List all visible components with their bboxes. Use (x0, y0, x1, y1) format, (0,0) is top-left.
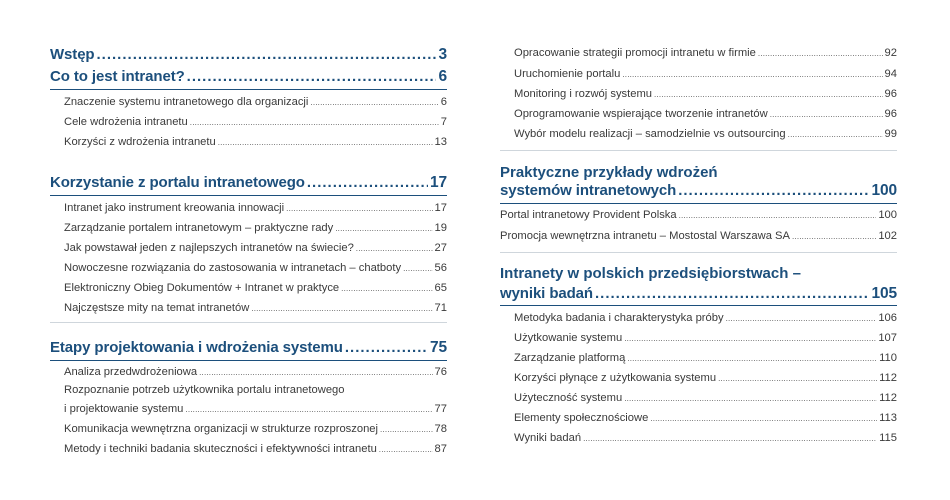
toc-entry[interactable] (500, 128, 897, 140)
section-divider (50, 195, 447, 196)
toc-entry[interactable] (500, 47, 897, 59)
leader-dots (650, 414, 877, 423)
leader-dots (185, 405, 432, 414)
toc-heading-usage[interactable] (50, 174, 447, 192)
leader-dots (788, 130, 883, 139)
toc-entry-page: 92 (884, 47, 897, 59)
toc-entry-label: Intranet jako instrument kreowania innowacji (64, 202, 285, 214)
toc-entry-page: 78 (434, 423, 447, 435)
section-divider (50, 360, 447, 361)
toc-entry[interactable] (500, 230, 897, 242)
toc-entry[interactable] (500, 108, 897, 120)
leader-dots (678, 182, 869, 199)
leader-dots (770, 110, 883, 119)
toc-entry[interactable] (500, 412, 897, 424)
toc-entry[interactable] (50, 116, 447, 128)
leader-dots (341, 284, 432, 293)
toc-entry-page: 96 (884, 108, 897, 120)
section-divider (500, 203, 897, 204)
toc-heading-title: systemów intranetowych (500, 182, 677, 199)
section-end-divider (500, 150, 897, 151)
leader-dots (654, 90, 883, 99)
toc-page-number: 17 (429, 174, 447, 191)
toc-heading-survey[interactable] (500, 285, 897, 303)
section-end-divider (500, 252, 897, 253)
toc-entry-label: Użytkowanie systemu (514, 332, 623, 344)
toc-entry-page: 107 (878, 332, 897, 344)
section-divider (50, 89, 447, 90)
toc-entry[interactable] (50, 366, 447, 378)
toc-entry-page: 13 (434, 136, 447, 148)
leader-dots (218, 138, 433, 147)
toc-page-number: 105 (871, 285, 897, 302)
toc-page-number: 75 (429, 339, 447, 356)
toc-entry-label: Analiza przedwdrożeniowa (64, 366, 198, 378)
toc-entry[interactable] (50, 96, 447, 108)
toc-entry-label: Metodyka badania i charakterystyka próby (514, 312, 724, 324)
toc-entry[interactable] (50, 202, 447, 214)
toc-entry-label: Portal intranetowy Provident Polska (500, 209, 677, 221)
toc-entry-label: Korzyści płynące z użytkowania systemu (514, 372, 717, 384)
toc-entry-label: i projektowanie systemu (64, 403, 184, 415)
leader-dots (199, 368, 432, 377)
toc-entry-label: Korzyści z wdrożenia intranetu (64, 136, 216, 148)
toc-entry-page: 6 (440, 96, 447, 108)
toc-entry-label: Elektroniczny Obieg Dokumentów + Intranet w praktyce (64, 282, 340, 294)
toc-entry[interactable] (50, 222, 447, 234)
toc-entry[interactable] (50, 262, 447, 274)
toc-entry[interactable] (500, 68, 897, 80)
toc-entry[interactable] (50, 423, 447, 435)
toc-entry-page: 7 (440, 116, 447, 128)
toc-heading-stages[interactable] (50, 339, 447, 357)
toc-entry-label: Znaczenie systemu intranetowego dla organizacji (64, 96, 309, 108)
toc-entry[interactable] (500, 312, 897, 324)
leader-dots (286, 204, 432, 213)
leader-dots (190, 118, 439, 127)
toc-entry-label: Cele wdrożenia intranetu (64, 116, 188, 128)
toc-entry-label: Najczęstsze mity na temat intranetów (64, 302, 250, 314)
toc-entry-label: Metody i techniki badania skuteczności i efektywności intranetu (64, 443, 377, 455)
toc-entry-page: 17 (434, 202, 447, 214)
toc-entry[interactable] (50, 136, 447, 148)
toc-entry[interactable] (500, 88, 897, 100)
leader-dots (356, 244, 433, 253)
toc-entry-page: 65 (434, 282, 447, 294)
toc-entry-label: Zarządzanie platformą (514, 352, 626, 364)
toc-entry-label: Zarządzanie portalem intranetowym – praktyczne rady (64, 222, 334, 234)
toc-entry-page: 87 (434, 443, 447, 455)
toc-entry-page: 76 (434, 366, 447, 378)
toc-entry-page: 71 (434, 302, 447, 314)
toc-entry[interactable] (50, 443, 447, 455)
section-divider (500, 305, 897, 306)
toc-entry-page: 110 (879, 352, 897, 364)
toc-entry[interactable] (500, 352, 897, 364)
toc-entry-page: 77 (434, 403, 447, 415)
toc-heading-wstep[interactable] (50, 46, 447, 64)
toc-entry-page: 102 (878, 230, 897, 242)
leader-dots (583, 434, 877, 443)
toc-heading-title: Co to jest intranet? (50, 68, 185, 85)
leader-dots (97, 46, 437, 63)
toc-entry-label: Monitoring i rozwój systemu (514, 88, 653, 100)
leader-dots (718, 374, 877, 383)
toc-entry-page: 115 (879, 432, 897, 444)
leader-dots (595, 285, 869, 302)
toc-entry-page: 96 (884, 88, 897, 100)
leader-dots (679, 211, 877, 220)
toc-entry-label: Promocja wewnętrzna intranetu – Mostostal Warszawa SA (500, 230, 790, 242)
leader-dots (345, 339, 428, 356)
leader-dots (380, 425, 433, 434)
leader-dots (307, 174, 428, 191)
toc-entry[interactable] (50, 403, 447, 415)
toc-heading-title: Wstęp (50, 46, 95, 63)
toc-entry[interactable] (500, 392, 897, 404)
leader-dots (624, 334, 876, 343)
toc-entry[interactable] (50, 302, 447, 314)
toc-heading-survey-line1[interactable]: Intranety w polskich przedsiębiorstwach – (500, 265, 801, 282)
toc-entry-page: 19 (434, 222, 447, 234)
leader-dots (758, 49, 883, 58)
toc-page-number: 100 (871, 182, 897, 199)
leader-dots (251, 304, 432, 313)
leader-dots (726, 314, 877, 323)
section-end-divider (50, 322, 447, 323)
toc-entry[interactable] (500, 432, 897, 444)
leader-dots (187, 68, 437, 85)
toc-entry[interactable] (50, 242, 447, 254)
toc-entry-label: Wybór modelu realizacji – samodzielnie vs outsourcing (514, 128, 786, 140)
leader-dots (624, 394, 877, 403)
leader-dots (310, 98, 438, 107)
toc-entry[interactable] (500, 372, 897, 384)
toc-entry-label: Opracowanie strategii promocji intranetu w firmie (514, 47, 756, 59)
toc-entry-label: Oprogramowanie wspierające tworzenie intranetów (514, 108, 768, 120)
toc-heading-examples[interactable] (500, 182, 897, 200)
toc-entry-page: 27 (434, 242, 447, 254)
toc-entry[interactable] (50, 282, 447, 294)
leader-dots (627, 354, 877, 363)
toc-heading-examples-line1[interactable]: Praktyczne przykłady wdrożeń (500, 164, 718, 181)
toc-entry[interactable] (500, 332, 897, 344)
toc-page-number: 3 (438, 46, 447, 63)
toc-entry-label: Nowoczesne rozwiązania do zastosowania w intranetach – chatboty (64, 262, 402, 274)
toc-entry-page: 100 (878, 209, 897, 221)
toc-entry-page: 106 (878, 312, 897, 324)
leader-dots (792, 232, 876, 241)
toc-entry-page: 112 (879, 372, 897, 384)
leader-dots (403, 264, 432, 273)
toc-entry-page: 112 (879, 392, 897, 404)
toc-entry-page: 113 (879, 412, 897, 424)
toc-entry-page: 56 (434, 262, 447, 274)
toc-entry-page: 99 (884, 128, 897, 140)
toc-entry[interactable] (500, 209, 897, 221)
toc-entry-label: Jak powstawał jeden z najlepszych intranetów na świecie? (64, 242, 354, 254)
toc-heading-title: Korzystanie z portalu intranetowego (50, 174, 305, 191)
leader-dots (335, 224, 432, 233)
toc-entry-page: 94 (884, 68, 897, 80)
toc-heading-title: Etapy projektowania i wdrożenia systemu (50, 339, 343, 356)
toc-entry-label: Uruchomienie portalu (514, 68, 621, 80)
toc-entry-label-line1: Rozpoznanie potrzeb użytkownika portalu intranetowego (64, 384, 345, 396)
toc-page-number: 6 (438, 68, 447, 85)
toc-heading-title: wyniki badań (500, 285, 593, 302)
leader-dots (379, 445, 433, 454)
toc-entry-label: Elementy społecznościowe (514, 412, 649, 424)
leader-dots (622, 70, 882, 79)
toc-entry-label: Komunikacja wewnętrzna organizacji w strukturze rozproszonej (64, 423, 379, 435)
toc-heading-intro[interactable] (50, 68, 447, 86)
toc-entry-label: Użyteczność systemu (514, 392, 623, 404)
toc-entry-label: Wyniki badań (514, 432, 582, 444)
